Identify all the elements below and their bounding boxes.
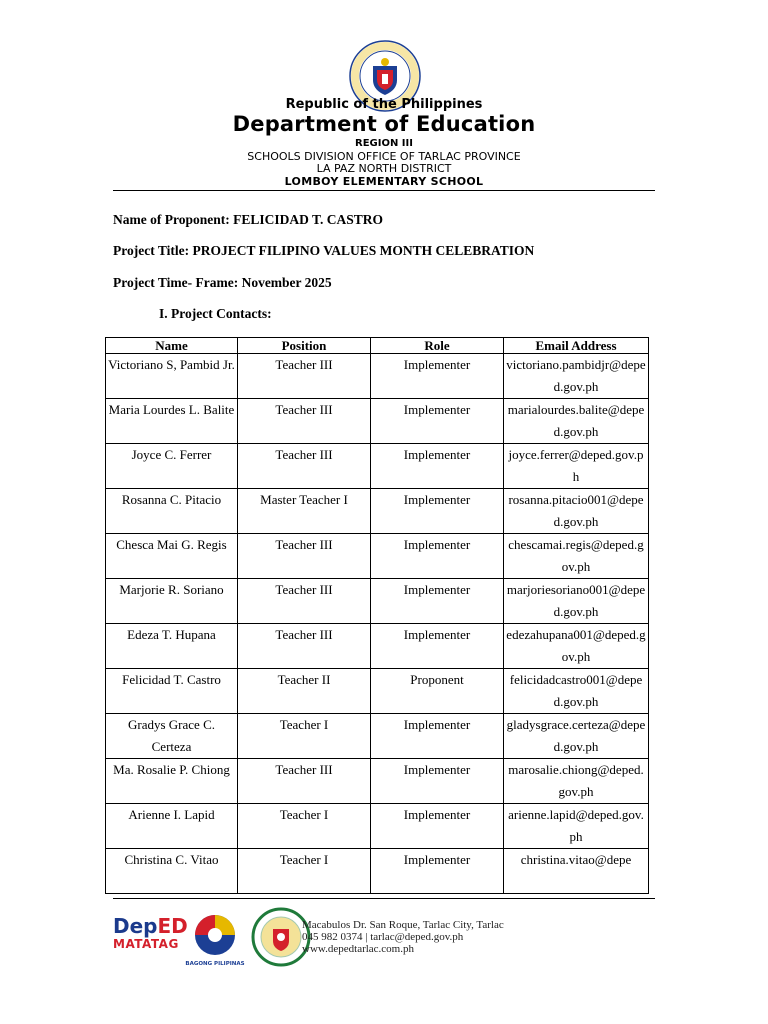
cell-role: Implementer	[371, 849, 504, 894]
footer	[113, 905, 655, 975]
table-body	[106, 354, 649, 894]
footer-website: www.depedtarlac.com.ph	[302, 943, 414, 955]
cell-role: Implementer	[371, 534, 504, 579]
footer-contact-block	[302, 919, 504, 955]
cell-email: christina.vitao@depe	[504, 849, 649, 894]
cell-name: Ma. Rosalie P. Chiong	[106, 759, 238, 804]
header-email: Email Address	[504, 338, 649, 354]
cell-role: Implementer	[371, 489, 504, 534]
cell-role: Implementer	[371, 624, 504, 669]
contacts-heading: I. Project Contacts:	[159, 306, 272, 321]
proponent-line: Name of Proponent: FELICIDAD T. CASTRO	[113, 212, 384, 227]
cell-position: Teacher III	[238, 444, 371, 489]
cell-email: edezahupana001@deped.gov.ph	[504, 624, 649, 669]
deped-matatag-logo	[113, 914, 188, 969]
logo-deped-b: ED	[157, 914, 188, 938]
cell-name: Maria Lourdes L. Balite	[106, 399, 238, 444]
school-label: LOMBOY ELEMENTARY SCHOOL	[284, 175, 484, 188]
cell-name: Joyce C. Ferrer	[106, 444, 238, 489]
cell-email: marialourdes.balite@deped.gov.ph	[504, 399, 649, 444]
cell-position: Master Teacher I	[238, 489, 371, 534]
table-row	[106, 399, 649, 444]
cell-name: Victoriano S, Pambid Jr.	[106, 354, 238, 399]
cell-role: Implementer	[371, 354, 504, 399]
header-divider	[113, 190, 655, 191]
table-row	[106, 714, 649, 759]
project-title-line: Project Title: PROJECT FILIPINO VALUES MONTH CELEBRATION	[113, 243, 535, 258]
table-row	[106, 804, 649, 849]
cell-position: Teacher III	[238, 354, 371, 399]
table-row	[106, 669, 649, 714]
cell-position: Teacher III	[238, 534, 371, 579]
logo-deped-a: Dep	[113, 914, 158, 938]
header-role: Role	[371, 338, 504, 354]
cell-role: Implementer	[371, 444, 504, 489]
cell-position: Teacher II	[238, 669, 371, 714]
footer-contact: 045 982 0374 | tarlac@deped.gov.ph	[302, 931, 464, 943]
cell-position: Teacher III	[238, 624, 371, 669]
table-row	[106, 624, 649, 669]
cell-role: Implementer	[371, 399, 504, 444]
logo-matatag: MATATAG	[113, 937, 179, 951]
cell-email: rosanna.pitacio001@deped.gov.ph	[504, 489, 649, 534]
cell-position: Teacher I	[238, 804, 371, 849]
cell-name: Marjorie R. Soriano	[106, 579, 238, 624]
cell-name: Felicidad T. Castro	[106, 669, 238, 714]
cell-email: chescamai.regis@deped.gov.ph	[504, 534, 649, 579]
division-label: SCHOOLS DIVISION OFFICE OF TARLAC PROVINCE	[247, 150, 521, 163]
cell-email: arienne.lapid@deped.gov.ph	[504, 804, 649, 849]
header-position: Position	[238, 338, 371, 354]
republic-label: Republic of the Philippines	[285, 97, 483, 112]
table-row	[106, 489, 649, 534]
cell-role: Proponent	[371, 669, 504, 714]
cell-name: Arienne I. Lapid	[106, 804, 238, 849]
cell-role: Implementer	[371, 579, 504, 624]
logo-bagong-text: BAGONG PILIPINAS	[185, 961, 245, 967]
cell-role: Implementer	[371, 714, 504, 759]
cell-name: Edeza T. Hupana	[106, 624, 238, 669]
bagong-pilipinas-logo	[185, 909, 245, 969]
cell-position: Teacher I	[238, 714, 371, 759]
table-row	[106, 849, 649, 894]
cell-role: Implementer	[371, 804, 504, 849]
cell-name: Chesca Mai G. Regis	[106, 534, 238, 579]
cell-position: Teacher III	[238, 759, 371, 804]
cell-email: marosalie.chiong@deped.gov.ph	[504, 759, 649, 804]
cell-email: joyce.ferrer@deped.gov.ph	[504, 444, 649, 489]
table-header-row	[106, 338, 649, 354]
cell-role: Implementer	[371, 759, 504, 804]
department-title: Department of Education	[232, 112, 536, 136]
timeframe-line: Project Time- Frame: November 2025	[113, 275, 332, 290]
cell-email: gladysgrace.certeza@deped.gov.ph	[504, 714, 649, 759]
cell-email: marjoriesoriano001@deped.gov.ph	[504, 579, 649, 624]
contacts-table	[105, 337, 649, 894]
district-label: LA PAZ NORTH DISTRICT	[316, 162, 452, 175]
header-name: Name	[106, 338, 238, 354]
table-row	[106, 444, 649, 489]
cell-position: Teacher III	[238, 399, 371, 444]
table-row	[106, 354, 649, 399]
cell-email: felicidadcastro001@deped.gov.ph	[504, 669, 649, 714]
cell-position: Teacher I	[238, 849, 371, 894]
cell-name: Gradys Grace C. Certeza	[106, 714, 238, 759]
region-label: REGION III	[355, 138, 413, 149]
cell-name: Christina C. Vitao	[106, 849, 238, 894]
cell-name: Rosanna C. Pitacio	[106, 489, 238, 534]
footer-address: Macabulos Dr. San Roque, Tarlac City, Tarlac	[302, 919, 504, 931]
table-row	[106, 579, 649, 624]
footer-divider	[113, 898, 655, 899]
table-row	[106, 534, 649, 579]
cell-email: victoriano.pambidjr@deped.gov.ph	[504, 354, 649, 399]
table-row	[106, 759, 649, 804]
cell-position: Teacher III	[238, 579, 371, 624]
